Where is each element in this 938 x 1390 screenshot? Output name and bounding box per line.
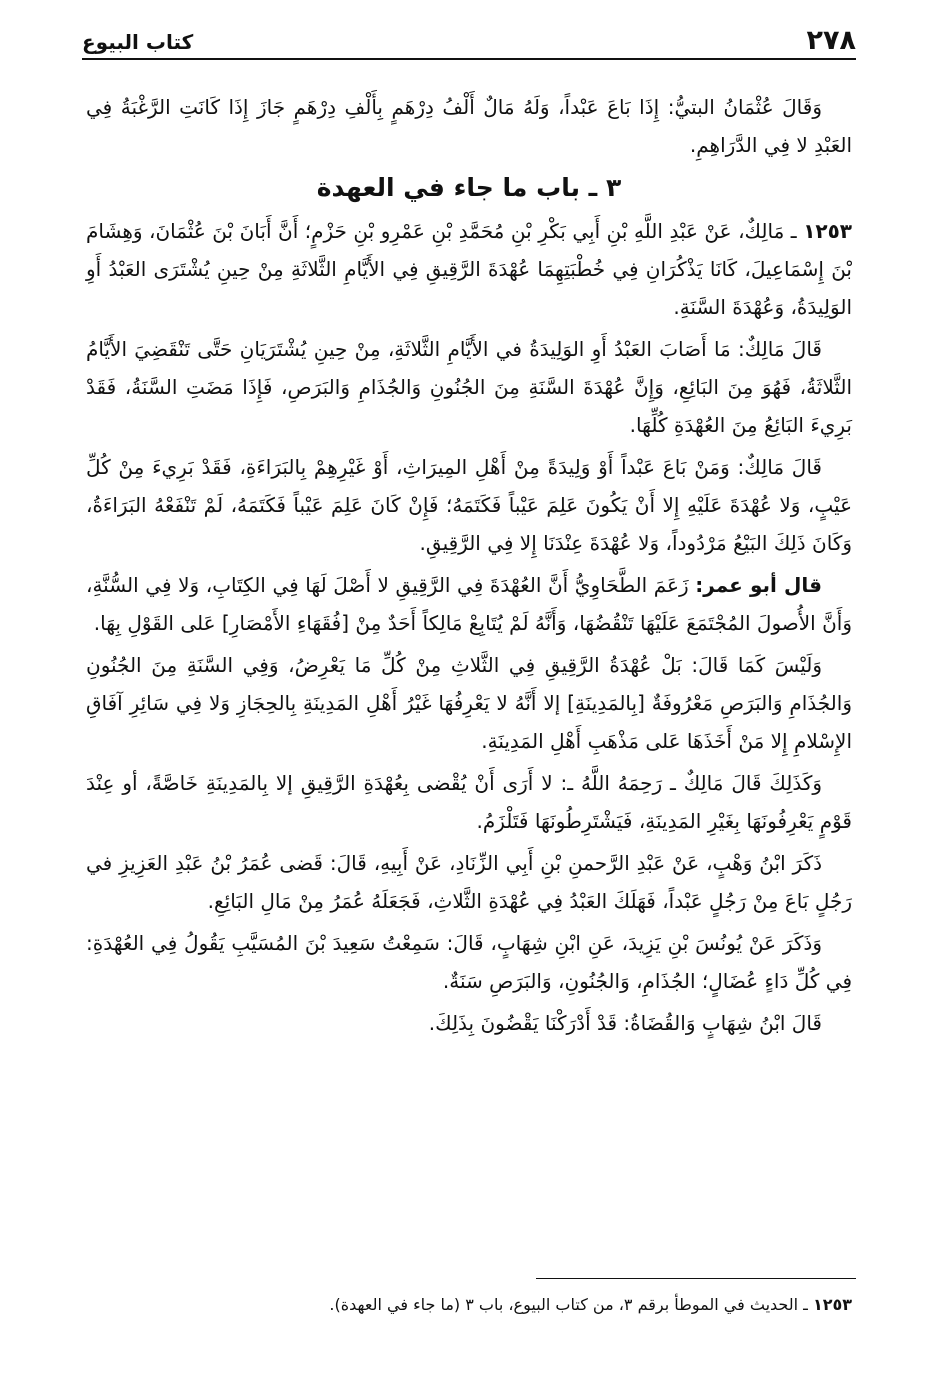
book-title: كتاب البيوع <box>82 30 194 54</box>
abu-umar-paragraph <box>86 566 852 642</box>
footnote <box>86 1292 852 1318</box>
ibn-wahb-paragraph: ذَكَرَ ابْنُ وَهْبٍ، عَنْ عَبْدِ الرَّحمنِ بْنِ أَبِي الزِّنَادِ، عَنْ أَبِيهِ، قَالَ: قَضى عُمَرُ بْنُ عَبْدِ العَزِيزِ في رَجُلٍ بَاعَ مِنْ رَجُلٍ عَبْداً، فَهَلَكَ العَبْدُ فِي عُهْدَةِ الثَّلاثِ، فَجَعَلَهُ عُمَرُ مِنْ مَالِ البَائِعِ. <box>86 851 852 913</box>
malik-paragraph-1: قَالَ مَالِكٌ: مَا أَصَابَ العَبْدُ أَوِ الوَلِيدَةُ في الأَيَّامِ الثَّلاثَةِ، مِنْ حِينِ يُشْتَرَيَانِ حَتَّى تَنْقَضِيَ الأَيَّامُ الثَّلاثَةُ، فَهُوَ مِنَ البَائِعِ، وَإِنَّ عُهْدَةَ السَّنَةِ مِنَ الجُنُونِ وَالجُذَامِ وَالبَرَصِ، فَإِذَا مَضَتِ السَّنَةُ، فَقَدْ بَرِيءَ البَائِعُ مِنَ العُهْدَةِ كُلِّهَا. <box>86 337 852 437</box>
response-paragraph: وَلَيْسَ كَمَا قَالَ: بَلْ عُهْدَةُ الرَّقِيقِ فِي الثَّلاثِ مِنْ كُلِّ مَا يَعْرِضُ، وَفِي السَّنَةِ مِنَ الجُنُونِ وَالجُذَامِ وَالبَرَصِ مَعْرُوفَةٌ [بِالمَدِينَةِ] إلا أَنَّهُ لا يَعْرِفُهَا غَيْرُ أَهْلِ المَدِينَةِ بِالحِجَازِ وَلا فِي سَائِرِ آفَاقِ الإِسْلامِ إِلا مَنْ أَخَذَهَا عَلى مَذْهَبِ أَهْلِ المَدِينَةِ. <box>86 653 852 753</box>
hadith-number: ١٢٥٣ <box>803 219 853 243</box>
running-header <box>82 22 856 60</box>
chapter-heading: ٣ ـ باب ما جاء في العهدة <box>316 173 622 202</box>
abu-umar-text: زَعَمَ الطَّحَاوِيُّ أَنَّ العُهْدَةَ فِي الرَّقِيقِ لا أَصْلَ لَهَا فِي الكِتَابِ، وَلا فِي السُّنَّةِ، وَأَنَّ الأُصولَ المُجْتَمَعَ عَلَيْهَا تَنْقُضُهَا، وَأَنَّهُ لَمْ يُتَابِعْ مَالِكاً أَحَدٌ مِنْ [فُقَهَاءِ الأَمْصَارِ] عَلى القَوْلِ بِهَا. <box>86 573 852 635</box>
hadith-text: ـ مَالِكٌ، عَنْ عَبْدِ اللَّهِ بْنِ أَبِي بَكْرِ بْنِ مُحَمَّدِ بْنِ عَمْرِو بْنِ حَزْمٍ؛ أَنَّ أَبَانَ بْنَ عُثْمَانَ، وَهِشَامَ بْنَ إِسْمَاعِيلَ، كَانَا يَذْكُرَانِ فِي خُطْبَتِهِمَا عُهْدَةَ الرَّقِيقِ فِي الأَيَّامِ الثَّلاثَةِ مِنْ حِينِ يُشْتَرَى العَبْدُ أَوِ الوَلِيدَةُ، وَعُهْدَةَ السَّنَةِ. <box>86 219 852 319</box>
yunus-paragraph: وَذَكَرَ عَنْ يُونُسَ بْنِ يَزِيدَ، عَنِ ابْنِ شِهَابٍ، قَالَ: سَمِعْتُ سَعِيدَ بْنَ المُسَيَّبِ يَقُولُ فِي العُهْدَةِ: فِي كُلِّ دَاءٍ عُضَالٍ؛ الجُذَامِ، وَالجُنُونِ، وَالبَرَصِ سَنَةٌ. <box>86 931 852 993</box>
page-number: ٢٧٨ <box>806 25 856 56</box>
footnote-number: ١٢٥٣ <box>812 1295 852 1314</box>
hadith-paragraph <box>86 212 852 326</box>
main-text <box>86 88 852 1046</box>
footnote-divider <box>536 1278 856 1279</box>
malik-paragraph-3: وَكَذَلِكَ قَالَ مَالِكٌ ـ رَحِمَهُ اللَّهُ ـ: لا أَرَى أَنْ يُقْضى بِعُهْدَةِ الرَّقِيقِ إلا بِالمَدِينَةِ خَاصَّةً، أو عِنْدَ قَوْمٍ يَعْرِفُونَهَا بِغَيْرِ المَدِينَةِ، فَيَشْتَرِطُونَهَا فَتَلْزَمُ. <box>86 771 852 833</box>
malik-paragraph-2: قَالَ مَالِكٌ: وَمَنْ بَاعَ عَبْداً أَوْ وَلِيدَةً مِنْ أَهْلِ المِيرَاثِ، أَوْ غَيْرِهِمْ بِالبَرَاءَةِ، فَقَدْ بَرِيءَ مِنْ كُلِّ عَيْبٍ، وَلا عُهْدَةَ عَلَيْهِ إِلا أَنْ يَكُونَ عَلِمَ عَيْباً فَكَتَمَهُ؛ فَإِنْ كَانَ عَلِمَ عَيْباً فَكَتَمَهُ، لَمْ تَنْفَعْهُ البَرَاءَةُ، وَكَانَ ذَلِكَ البَيْعُ مَرْدُوداً، وَلا عُهْدَةَ عِنْدَنَا إِلا فِي الرَّقِيقِ. <box>86 455 852 555</box>
abu-umar-speaker: قال أبو عمر: <box>695 573 823 597</box>
ibn-shihab-paragraph: قَالَ ابْنُ شِهَابٍ وَالقُضَاةُ: قَدْ أَدْرَكْنَا يَقْضُونَ بِذَلِكَ. <box>428 1011 822 1035</box>
intro-paragraph: وَقَالَ عُثْمَانُ البتيُّ: إِذَا بَاعَ عَبْداً، وَلَهُ مَالٌ أَلْفُ دِرْهَمٍ بِأَلْفِ دِرْهَمٍ جَازَ إِذَا كَانَتِ الرَّغْبَةُ فِي العَبْدِ لا فِي الدَّرَاهِمِ. <box>86 95 852 157</box>
footnote-text: ـ الحديث في الموطأ برقم ٣، من كتاب البيوع، باب ٣ (ما جاء في العهدة). <box>329 1295 808 1314</box>
